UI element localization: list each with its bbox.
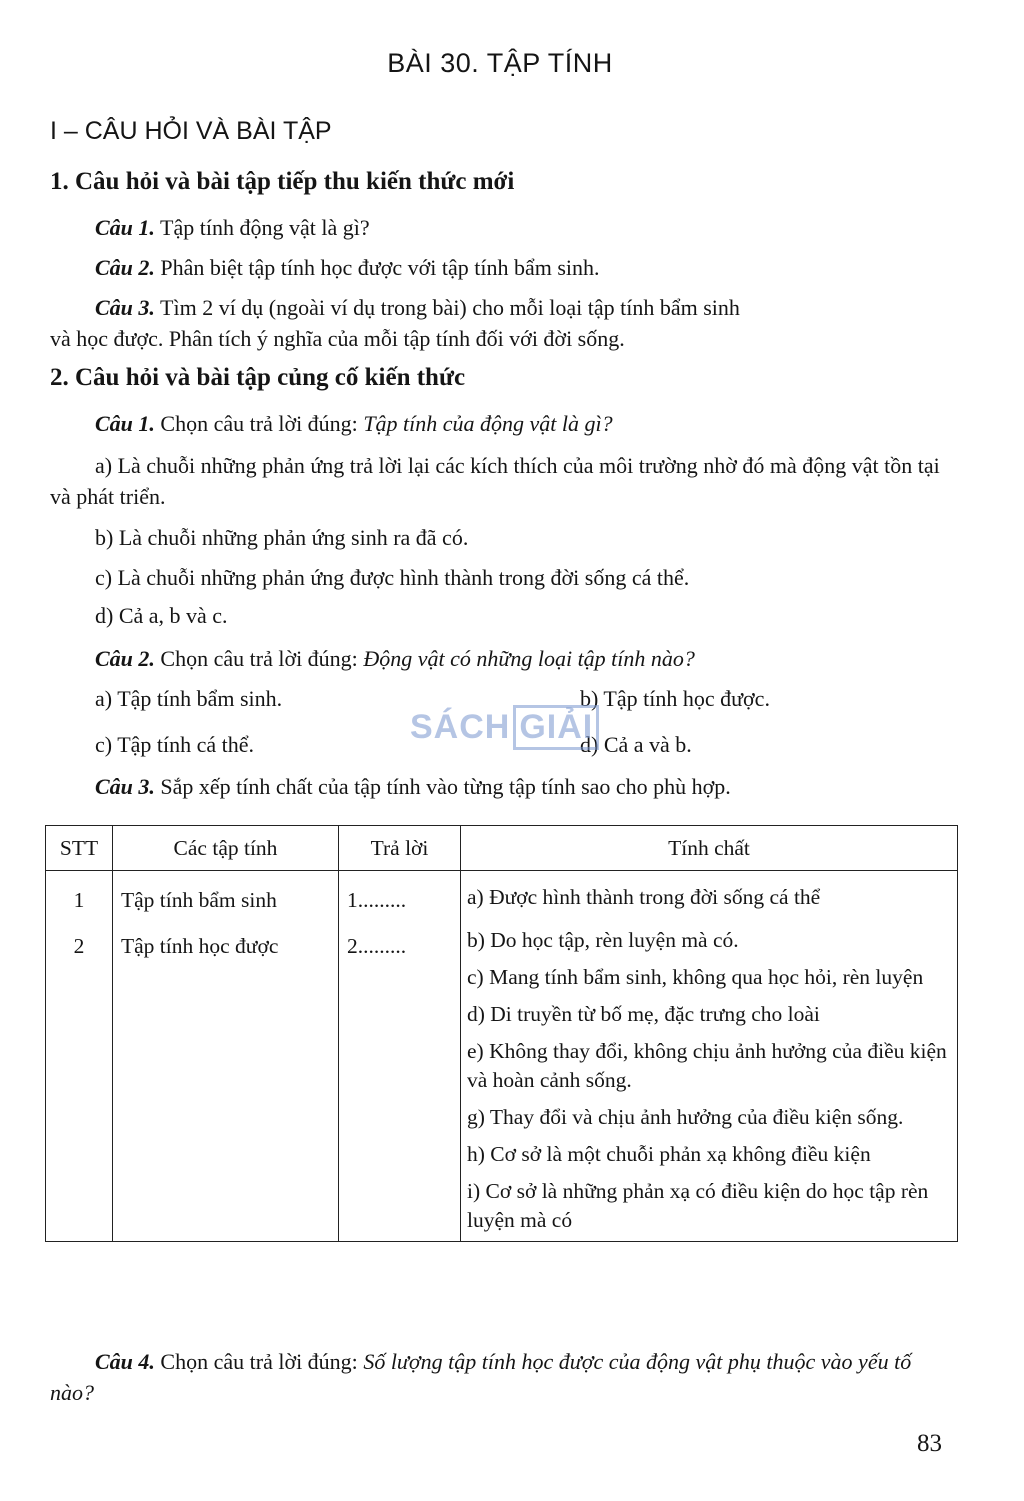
question-label: Câu 3. bbox=[95, 295, 155, 320]
header-answer: Trả lời bbox=[339, 826, 461, 871]
question-label: Câu 1. bbox=[95, 411, 155, 436]
property-e: e) Không thay đổi, không chịu ảnh hưởng của điều kiện và hoàn cảnh sống. bbox=[467, 1039, 947, 1092]
property-b: b) Do học tập, rèn luyện mà có. bbox=[467, 928, 739, 952]
behavior-innate: Tập tính bẩm sinh bbox=[121, 888, 277, 912]
lesson-title-text: BÀI 30. TẬP TÍNH bbox=[387, 48, 613, 78]
property-c: c) Mang tính bẩm sinh, không qua học hỏi, rèn luyện bbox=[467, 965, 924, 989]
header-properties: Tính chất bbox=[461, 826, 958, 871]
option-d: d) Cả a, b và c. bbox=[95, 603, 228, 628]
part2-question-2 bbox=[95, 643, 695, 674]
table-row bbox=[46, 871, 958, 1242]
section-title: I – CÂU HỎI VÀ BÀI TẬP bbox=[50, 117, 332, 145]
question-text: Phân biệt tập tính học được với tập tính bẩm sinh. bbox=[154, 255, 600, 280]
property-d: d) Di truyền từ bố mẹ, đặc trưng cho loài bbox=[467, 1002, 820, 1026]
option-a: a) Là chuỗi những phản ứng trả lời lại các kích thích của môi trường nhờ đó mà động vật tồn tại và phát triển. bbox=[50, 453, 940, 509]
stt-1: 1 bbox=[73, 888, 85, 912]
behavior-learned: Tập tính học được bbox=[121, 934, 279, 958]
stt-2: 2 bbox=[73, 934, 85, 958]
option-b: b) Là chuỗi những phản ứng sinh ra đã có. bbox=[95, 525, 469, 550]
question-label: Câu 2. bbox=[95, 255, 155, 280]
question-label: Câu 3. bbox=[95, 774, 155, 799]
question-label: Câu 4. bbox=[95, 1349, 155, 1374]
behavior-table bbox=[45, 825, 958, 1242]
question-label: Câu 2. bbox=[95, 646, 155, 671]
question-lead: Chọn câu trả lời đúng: bbox=[154, 411, 364, 436]
part1-question-2 bbox=[95, 252, 600, 283]
answer-1: 1......... bbox=[347, 888, 407, 912]
part2-question-1 bbox=[95, 408, 613, 439]
question-label: Câu 1. bbox=[95, 215, 155, 240]
page-number: 83 bbox=[917, 1430, 942, 1457]
property-h: h) Cơ sở là một chuỗi phản xạ không điều kiện bbox=[467, 1142, 871, 1166]
question-text: Số lượng tập tính học được của động vật phụ thuộc vào yếu tố nào? bbox=[50, 1349, 912, 1405]
stt-cell bbox=[46, 871, 113, 1242]
watermark-box: GIẢI bbox=[513, 705, 599, 750]
part1-question-3-continued: và học được. Phân tích ý nghĩa của mỗi tập tính đối với đời sống. bbox=[50, 326, 625, 351]
header-behavior: Các tập tính bbox=[113, 826, 339, 871]
option-d: d) Cả a và b. bbox=[580, 732, 692, 757]
lesson-title bbox=[0, 48, 1024, 79]
property-g: g) Thay đổi và chịu ảnh hưởng của điều kiện sống. bbox=[467, 1105, 904, 1129]
question-text: Tìm 2 ví dụ (ngoài ví dụ trong bài) cho mỗi loại tập tính bẩm sinh bbox=[154, 295, 740, 320]
option-b: b) Tập tính học được. bbox=[580, 686, 770, 711]
table-header-row bbox=[46, 826, 958, 871]
part1-question-3 bbox=[95, 292, 955, 323]
part2-question-3 bbox=[95, 771, 731, 802]
part1-heading: 1. Câu hỏi và bài tập tiếp thu kiến thức mới bbox=[50, 168, 515, 195]
question-lead: Chọn câu trả lời đúng: bbox=[154, 646, 364, 671]
part2-heading: 2. Câu hỏi và bài tập củng cố kiến thức bbox=[50, 364, 466, 391]
answer-2: 2......... bbox=[347, 934, 407, 958]
option-c: c) Tập tính cá thể. bbox=[95, 732, 255, 757]
watermark-text: SÁCH bbox=[410, 708, 511, 746]
question-text: Động vật có những loại tập tính nào? bbox=[363, 646, 695, 671]
part1-question-1 bbox=[95, 212, 370, 243]
header-stt: STT bbox=[46, 826, 113, 871]
question-text: Tập tính của động vật là gì? bbox=[363, 411, 613, 436]
watermark-logo bbox=[410, 705, 599, 750]
option-c: c) Là chuỗi những phản ứng được hình thành trong đời sống cá thể. bbox=[95, 565, 690, 590]
question-text: Tập tính động vật là gì? bbox=[154, 215, 370, 240]
part2-question-4 bbox=[50, 1346, 950, 1408]
property-a: a) Được hình thành trong đời sống cá thể bbox=[467, 885, 821, 909]
question-lead: Chọn câu trả lời đúng: bbox=[154, 1349, 364, 1374]
answer-cell bbox=[339, 871, 461, 1242]
behavior-cell bbox=[113, 871, 339, 1242]
properties-cell bbox=[461, 871, 958, 1242]
question-text: Sắp xếp tính chất của tập tính vào từng tập tính sao cho phù hợp. bbox=[154, 774, 731, 799]
option-a: a) Tập tính bẩm sinh. bbox=[95, 686, 283, 711]
property-i: i) Cơ sở là những phản xạ có điều kiện do học tập rèn luyện mà có bbox=[467, 1179, 929, 1232]
